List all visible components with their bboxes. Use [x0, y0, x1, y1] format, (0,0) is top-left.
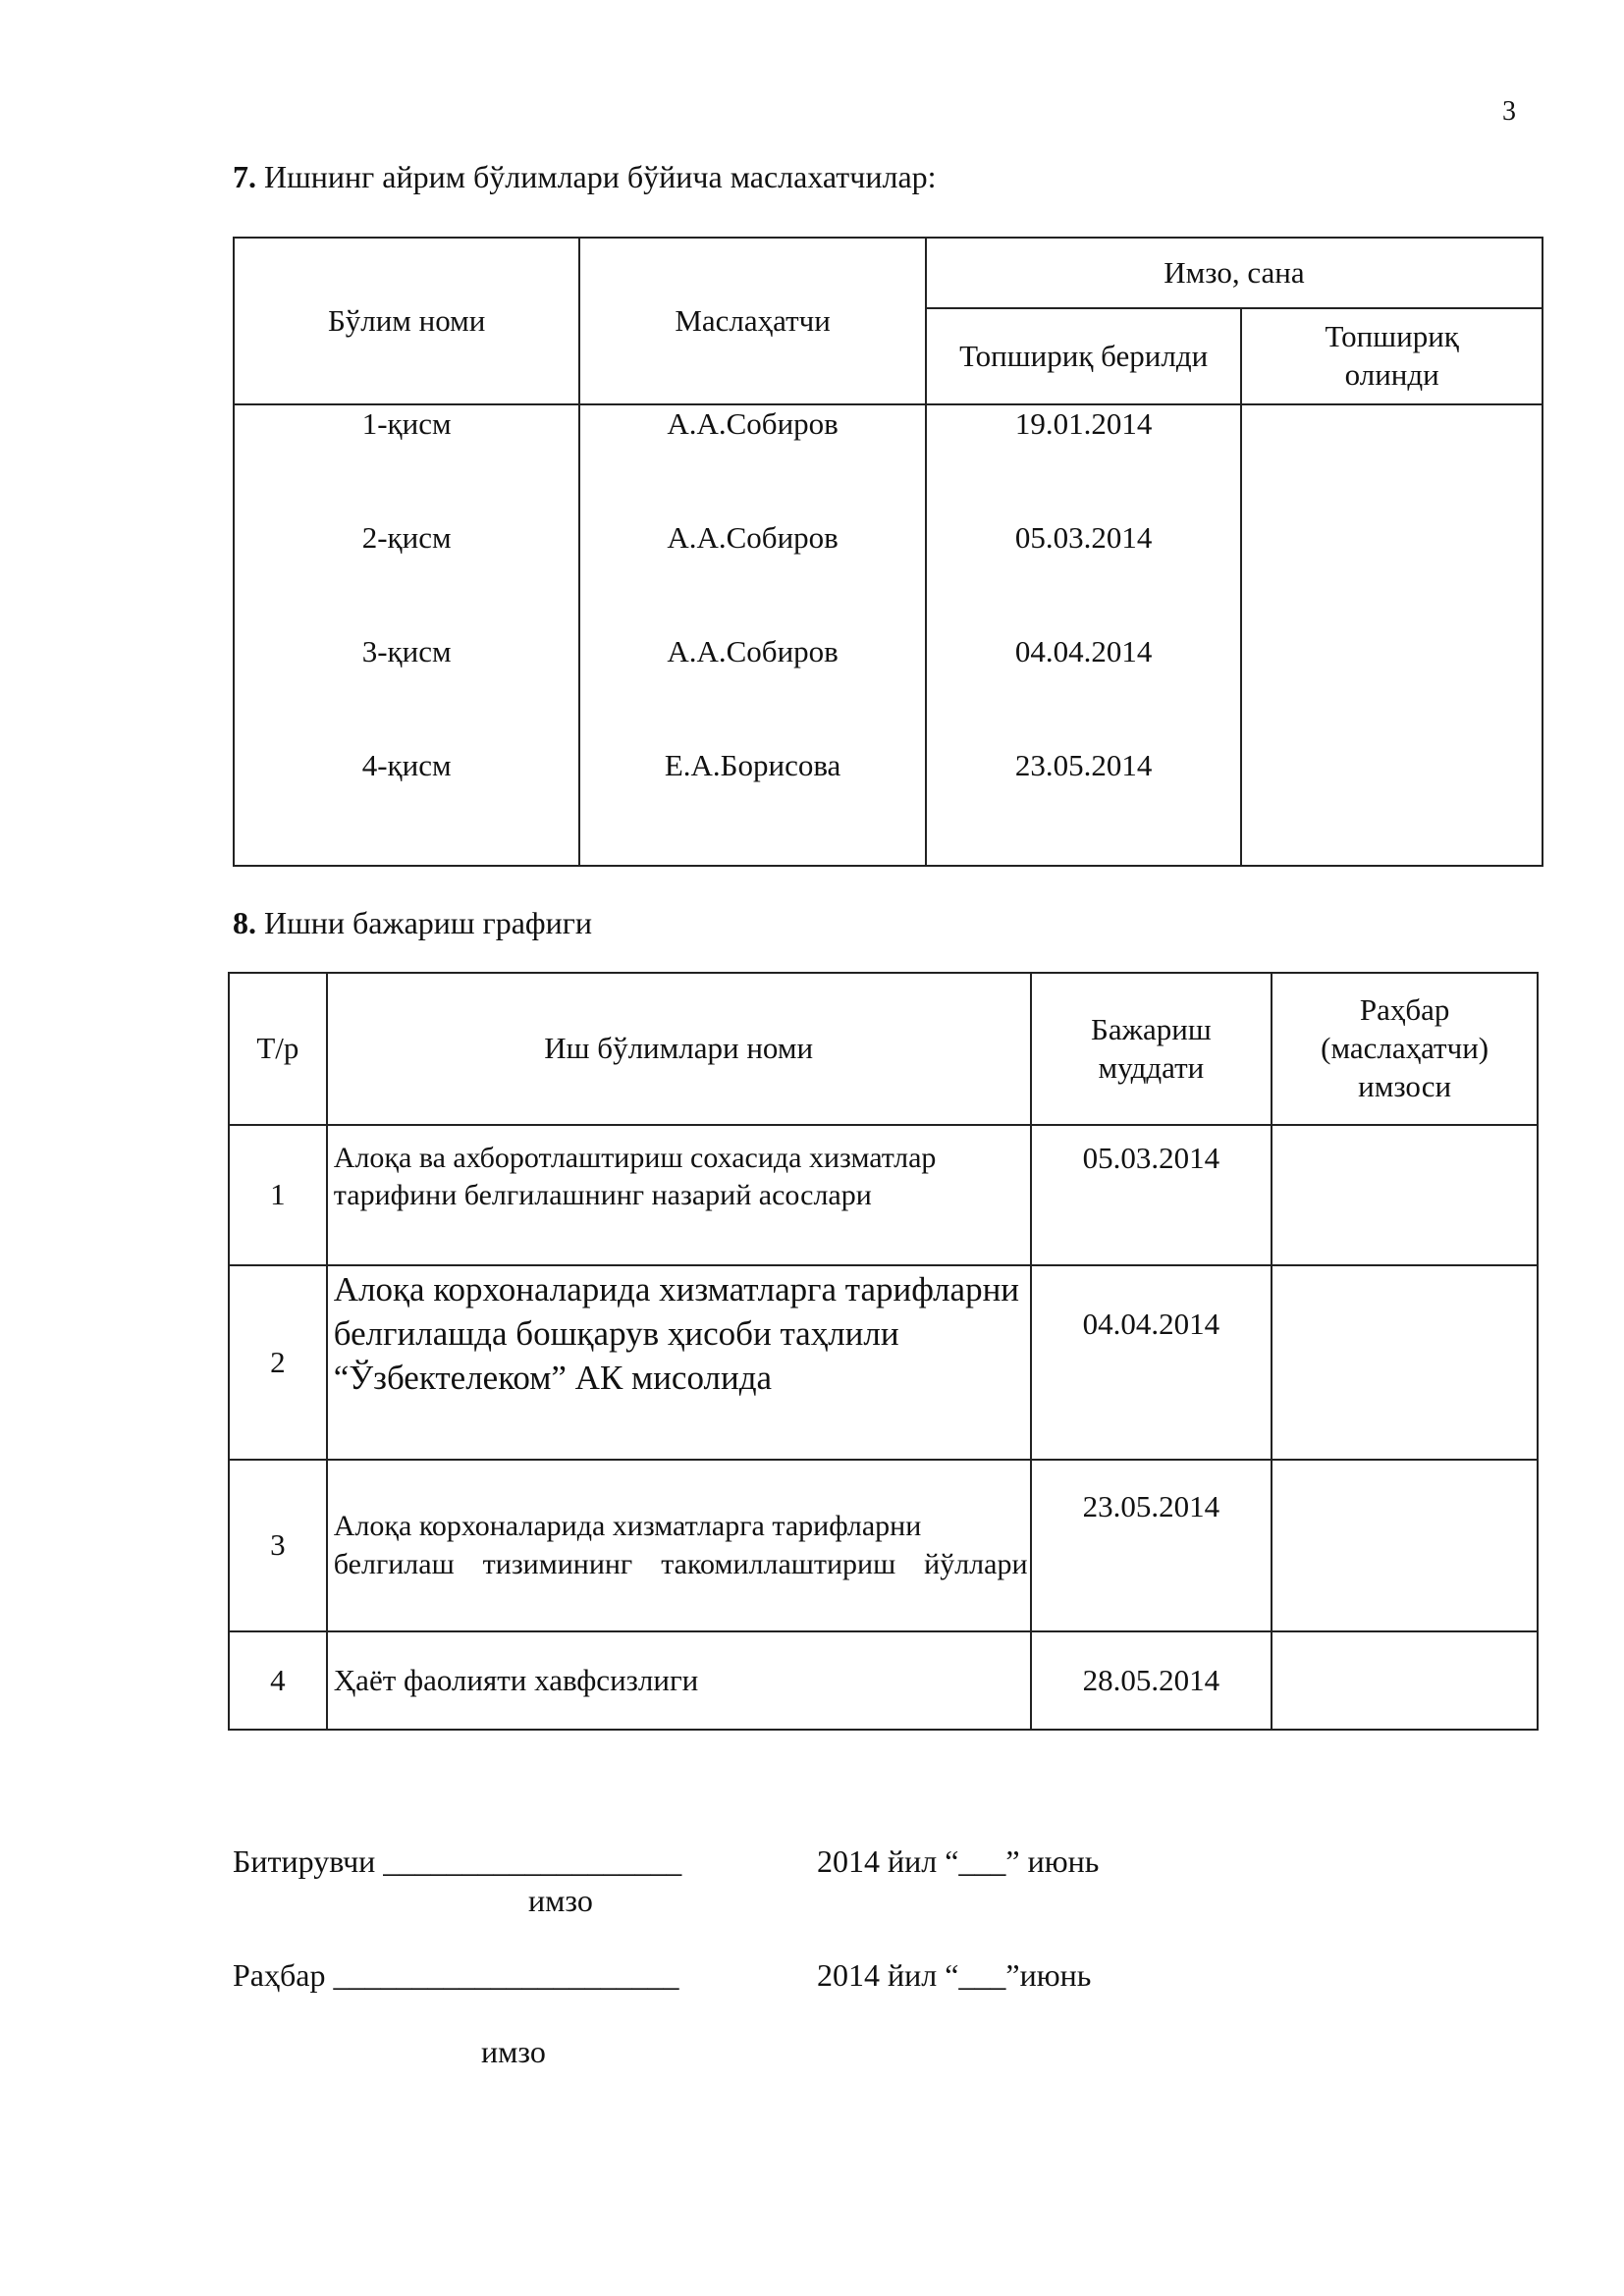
row-number: 4 [229, 1631, 327, 1730]
row-term: 23.05.2014 [1031, 1460, 1272, 1631]
row-work-name: Ҳаёт фаолияти хавфсизлиги [327, 1631, 1031, 1730]
column-sections [234, 404, 579, 866]
graduate-signature-caption: имзо [528, 1883, 593, 1918]
section-8-number: 8. [233, 905, 256, 940]
list-item: Е.А.Борисова [664, 748, 841, 782]
supervisor-signature-caption: имзо [481, 2034, 546, 2069]
supervisor-date: 2014 йил “___”июнь [817, 1957, 1092, 1993]
row-sign [1272, 1631, 1538, 1730]
row-work-name: Алоқа ва ахборотлаштириш сохасида хизматлар тарифини белгилашнинг назарий асослари [327, 1125, 1031, 1265]
table-row [229, 1460, 1538, 1631]
list-item: А.А.Собиров [667, 520, 839, 555]
column-task-received [1241, 404, 1543, 866]
header-task-received [1241, 308, 1543, 404]
header-task-received-line2: олинди [1344, 357, 1439, 392]
header-sign-line1: Раҳбар [1359, 992, 1450, 1028]
list-item: 2-қисм [361, 520, 452, 555]
table-row [229, 1125, 1538, 1265]
list-item: 04.04.2014 [1014, 634, 1153, 668]
row-sign [1272, 1265, 1538, 1460]
header-sign-date: Имзо, сана [926, 238, 1543, 308]
header-term [1031, 973, 1272, 1125]
header-work-name: Иш бўлимлари номи [327, 973, 1031, 1125]
row-sign [1272, 1125, 1538, 1265]
list-item: 3-қисм [361, 634, 452, 668]
table-row [229, 1631, 1538, 1730]
list-item: А.А.Собиров [667, 406, 839, 441]
column-task-given [926, 404, 1242, 866]
advisors-table [233, 237, 1543, 867]
header-sign-line3: имзоси [1358, 1068, 1452, 1103]
section-8-title: Ишни бажариш графиги [264, 905, 592, 940]
list-item: 05.03.2014 [1014, 520, 1153, 555]
list-item: 4-қисм [361, 748, 452, 782]
column-advisors [579, 404, 926, 866]
header-advisor: Маслаҳатчи [579, 238, 926, 404]
header-sign-line2: (маслаҳатчи) [1321, 1031, 1489, 1066]
row-number: 1 [229, 1125, 327, 1265]
section-7-title: Ишнинг айрим бўлимлари бўйича маслахатчилар: [264, 159, 937, 194]
header-task-given: Топшириқ берилди [926, 308, 1242, 404]
page-number: 3 [1502, 96, 1516, 127]
row-term: 28.05.2014 [1031, 1631, 1272, 1730]
header-section-name: Бўлим номи [234, 238, 579, 404]
section-7-heading [233, 159, 937, 195]
row-number: 3 [229, 1460, 327, 1631]
list-item: 23.05.2014 [1014, 748, 1153, 782]
list-item: 1-қисм [361, 406, 452, 441]
graduate-date: 2014 йил “___” июнь [817, 1843, 1100, 1879]
row-term: 05.03.2014 [1031, 1125, 1272, 1265]
list-item: А.А.Собиров [667, 634, 839, 668]
row-work-name: Алоқа корхоналарида хизматларга тарифларни белгилашда бошқарув ҳисоби таҳлили “Ўзбектелеком” АК мисолида [327, 1265, 1031, 1460]
header-term-line2: муддати [1098, 1049, 1205, 1085]
header-supervisor-sign [1272, 973, 1538, 1125]
list-item: 19.01.2014 [1014, 406, 1153, 441]
section-7-number: 7. [233, 159, 256, 194]
row-work-name: Алоқа корхоналарида хизматларга тарифларни белгилаш тизимининг такомиллаштириш йўллари [327, 1460, 1031, 1631]
row-sign [1272, 1460, 1538, 1631]
row-term: 04.04.2014 [1031, 1265, 1272, 1460]
header-task-received-line1: Топшириқ [1325, 319, 1459, 354]
supervisor-signature-line: Раҳбар ______________________ [233, 1957, 679, 1993]
header-term-line1: Бажариш [1091, 1011, 1212, 1046]
graduate-signature-line: Битирувчи ___________________ [233, 1843, 682, 1879]
row-number: 2 [229, 1265, 327, 1460]
schedule-table [228, 972, 1539, 1731]
header-number: Т/р [229, 973, 327, 1125]
table-row [229, 1265, 1538, 1460]
section-8-heading [233, 905, 592, 941]
